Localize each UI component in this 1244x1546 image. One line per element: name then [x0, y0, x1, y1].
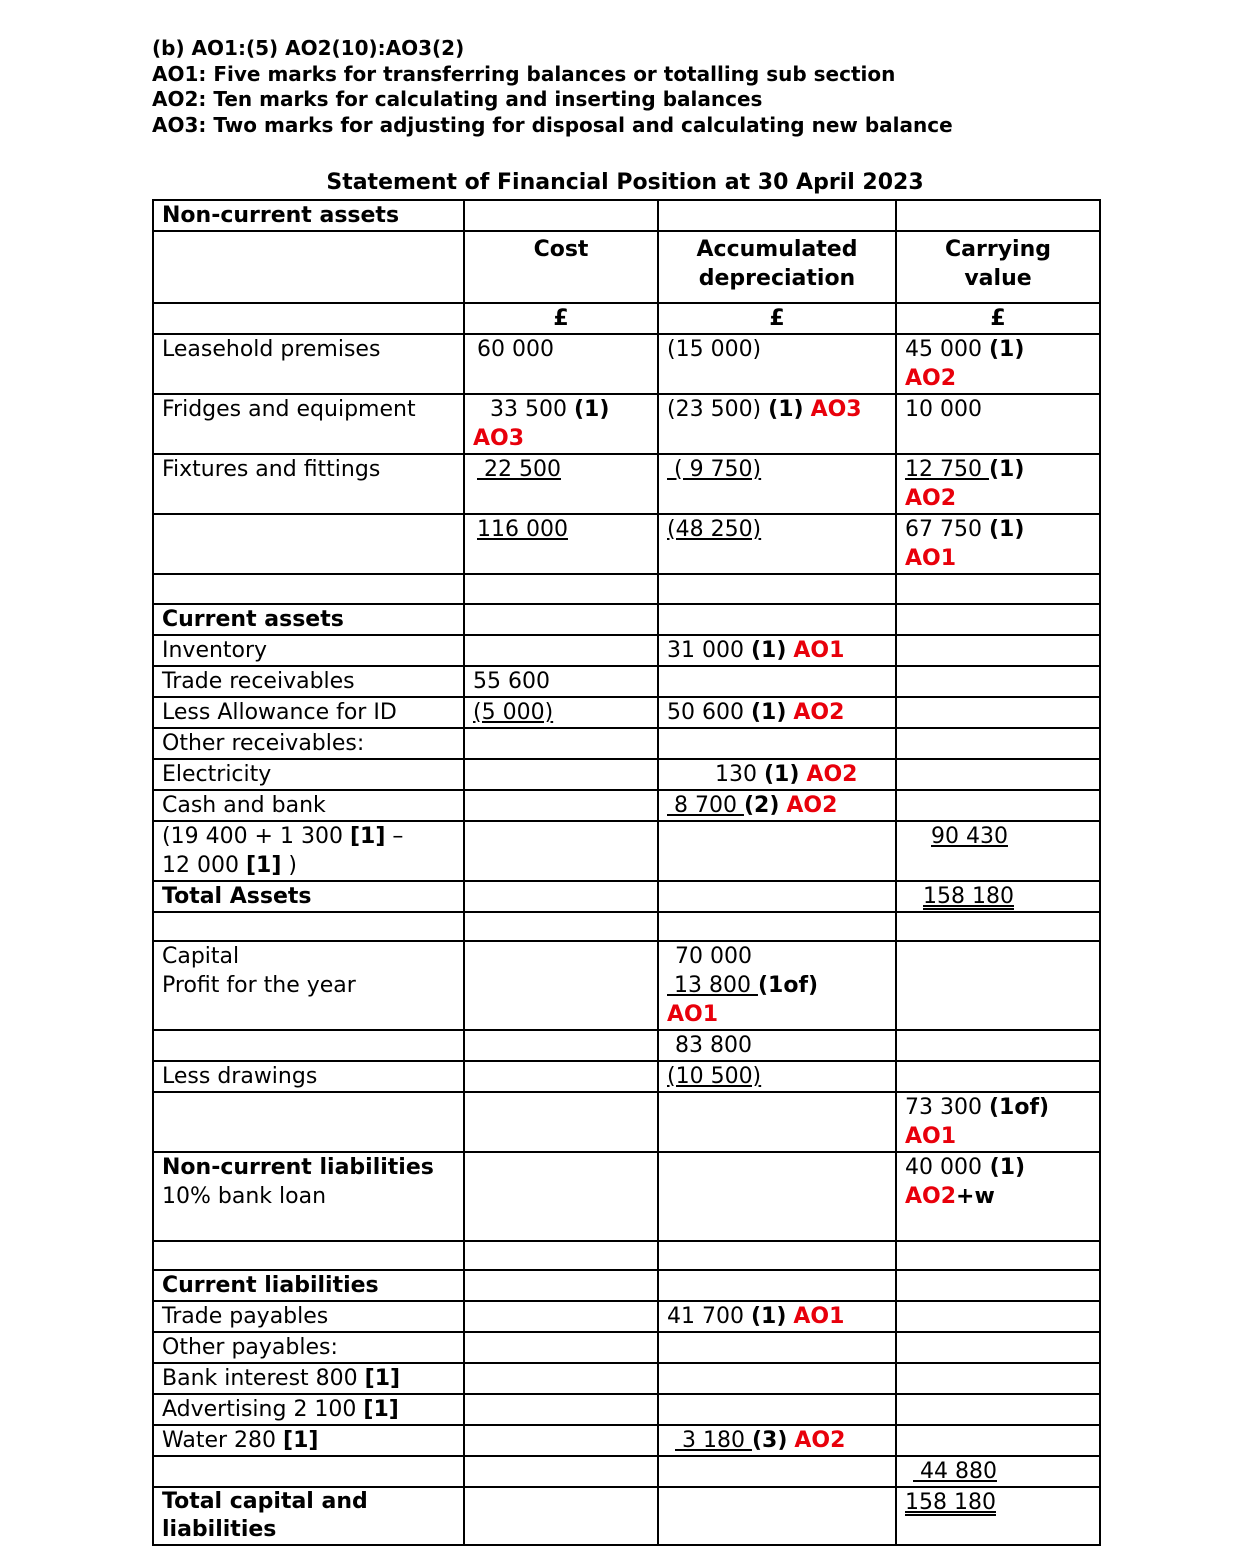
value-cell: 70 000 13 800 (1of) AO1: [658, 941, 896, 1030]
header-line-3: AO2: Ten marks for calculating and inserting balances: [152, 87, 763, 111]
depreciation-cell: (23 500) (1) AO3: [658, 394, 896, 454]
table-row: [153, 231, 1100, 303]
table-row: [153, 790, 1100, 821]
value-cell: (10 500): [658, 1061, 896, 1092]
table-row: [153, 666, 1100, 697]
cost-total: 116 000: [464, 514, 658, 574]
table-row: [153, 941, 1100, 1030]
currency-symbol: £: [896, 303, 1100, 334]
accumulated-depreciation-header: Accumulated depreciation: [658, 231, 896, 303]
carrying-value-header: Carrying value: [896, 231, 1100, 303]
depreciation-total: (48 250): [658, 514, 896, 574]
carrying-value-cell: 73 300 (1of) AO1: [896, 1092, 1100, 1152]
currency-symbol: £: [464, 303, 658, 334]
depreciation-cell: ( 9 750): [658, 454, 896, 514]
row-label: Electricity: [153, 759, 464, 790]
marking-header: [152, 36, 953, 138]
table-row: [153, 1363, 1100, 1394]
cost-cell: 33 500 (1) AO3: [464, 394, 658, 454]
table-row: [153, 881, 1100, 912]
cost-cell: 60 000: [464, 334, 658, 394]
row-label: Fixtures and fittings: [153, 454, 464, 514]
carrying-value-cell: 90 430: [896, 821, 1100, 881]
cost-cell: 22 500: [464, 454, 658, 514]
cost-cell: (5 000): [464, 697, 658, 728]
table-row: [153, 1061, 1100, 1092]
row-label: Trade payables: [153, 1301, 464, 1332]
table-row: [153, 1092, 1100, 1152]
row-label: Other receivables:: [153, 728, 464, 759]
table-row: [153, 1030, 1100, 1061]
carrying-value-cell: 12 750 (1) AO2: [896, 454, 1100, 514]
table-row: [153, 1332, 1100, 1363]
table-row: [153, 514, 1100, 574]
table-row: [153, 1394, 1100, 1425]
table-row: [153, 759, 1100, 790]
header-line-1: (b) AO1:(5) AO2(10):AO3(2): [152, 36, 465, 60]
table-row: [153, 1487, 1100, 1545]
table-row: [153, 821, 1100, 881]
table-row: [153, 1425, 1100, 1456]
carrying-value-total: 67 750 (1) AO1: [896, 514, 1100, 574]
table-row: [153, 574, 1100, 604]
row-label: Less drawings: [153, 1061, 464, 1092]
table-row: [153, 728, 1100, 759]
carrying-value-cell: 40 000 (1) AO2+w: [896, 1152, 1100, 1241]
carrying-value-cell: 10 000: [896, 394, 1100, 454]
table-row: [153, 912, 1100, 941]
table-row: [153, 454, 1100, 514]
value-cell: 83 800: [658, 1030, 896, 1061]
row-label: Capital Profit for the year: [153, 941, 464, 1030]
row-label: Advertising 2 100 [1]: [153, 1394, 464, 1425]
table-row: [153, 1270, 1100, 1301]
carrying-value-cell: 44 880: [896, 1456, 1100, 1487]
table-row: [153, 604, 1100, 635]
statement-title: Statement of Financial Position at 30 April 2023: [326, 170, 924, 195]
row-label: Less Allowance for ID: [153, 697, 464, 728]
total-capital-liabilities-label: Total capital and liabilities: [153, 1487, 464, 1545]
total-assets-label: Total Assets: [153, 881, 464, 912]
current-assets-heading: Current assets: [153, 604, 464, 635]
row-label: Non-current liabilities 10% bank loan: [153, 1152, 464, 1241]
currency-symbol: £: [658, 303, 896, 334]
table-row: [153, 1152, 1100, 1241]
table-row: [153, 635, 1100, 666]
table-row: [153, 394, 1100, 454]
value-cell: 3 180 (3) AO2: [658, 1425, 896, 1456]
row-label: Leasehold premises: [153, 334, 464, 394]
table-row: [153, 1301, 1100, 1332]
cost-cell: 55 600: [464, 666, 658, 697]
total-assets-value: 158 180: [896, 881, 1100, 912]
total-capital-liabilities-value: 158 180: [896, 1487, 1100, 1545]
table-row: [153, 334, 1100, 394]
row-label: Bank interest 800 [1]: [153, 1363, 464, 1394]
non-current-heading: Non-current assets: [153, 200, 464, 231]
value-cell: 8 700 (2) AO2: [658, 790, 896, 821]
value-cell: 31 000 (1) AO1: [658, 635, 896, 666]
header-line-2: AO1: Five marks for transferring balances or totalling sub section: [152, 61, 896, 86]
header-line-4: AO3: Two marks for adjusting for disposal and calculating new balance: [152, 112, 953, 137]
table-row: [153, 697, 1100, 728]
value-cell: 130 (1) AO2: [658, 759, 896, 790]
cash-calculation: (19 400 + 1 300 [1] – 12 000 [1] ): [153, 821, 464, 881]
table-row: [153, 200, 1100, 231]
row-label: Other payables:: [153, 1332, 464, 1363]
table-row: [153, 1456, 1100, 1487]
row-label: Cash and bank: [153, 790, 464, 821]
table-row: [153, 1241, 1100, 1270]
cost-header: Cost: [464, 231, 658, 303]
financial-position-table: [152, 199, 1101, 1546]
row-label: Inventory: [153, 635, 464, 666]
carrying-value-cell: 45 000 (1) AO2: [896, 334, 1100, 394]
row-label: Fridges and equipment: [153, 394, 464, 454]
row-label: Water 280 [1]: [153, 1425, 464, 1456]
current-liabilities-heading: Current liabilities: [153, 1270, 464, 1301]
row-label: Trade receivables: [153, 666, 464, 697]
value-cell: 50 600 (1) AO2: [658, 697, 896, 728]
value-cell: 41 700 (1) AO1: [658, 1301, 896, 1332]
table-row: [153, 303, 1100, 334]
depreciation-cell: (15 000): [658, 334, 896, 394]
